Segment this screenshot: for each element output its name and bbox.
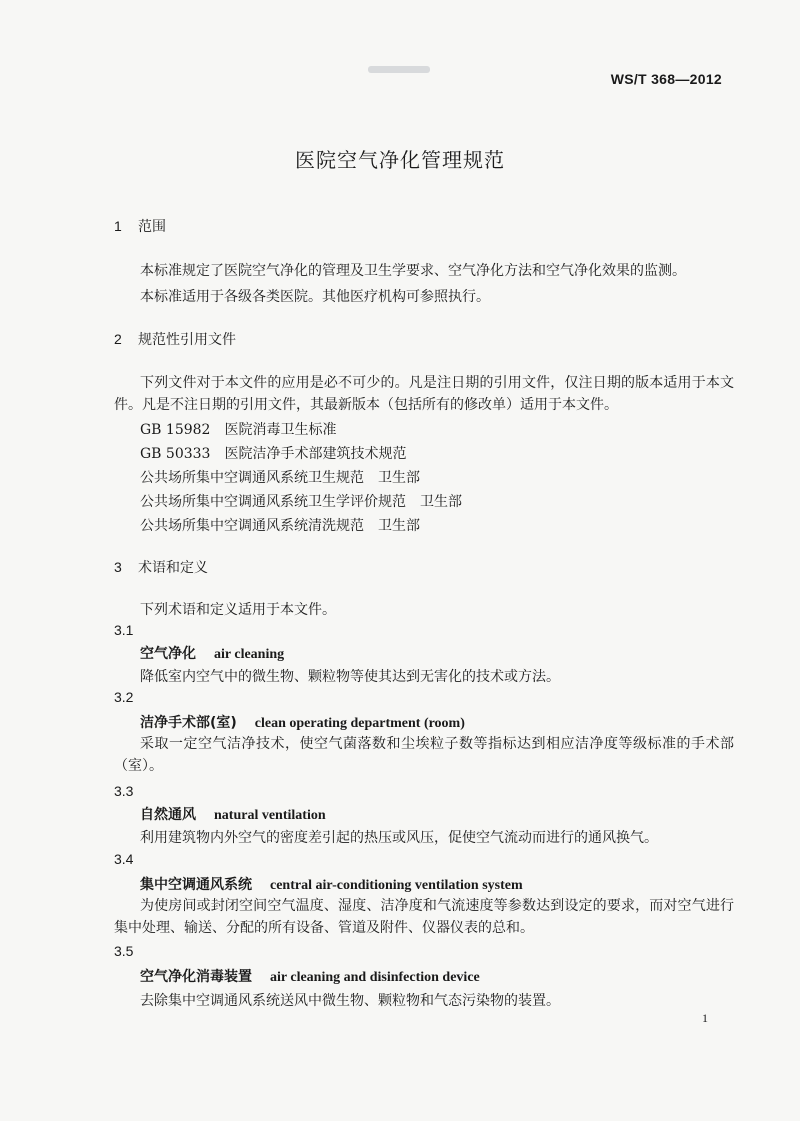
term-en: air cleaning and disinfection device: [270, 970, 480, 985]
paragraph: 下列文件对于本文件的应用是必不可少的。凡是注日期的引用文件，仅注日期的版本适用于本文件。凡是不注日期的引用文件，其最新版本（包括所有的修改单）适用于本文件。: [114, 375, 734, 413]
section-heading-1: [114, 216, 166, 236]
section-number: 2: [114, 331, 122, 347]
reference-item: 公共场所集中空调通风系统清洗规范 卫生部: [140, 518, 420, 534]
page-number: 1: [702, 1011, 708, 1025]
term-en: air cleaning: [214, 647, 285, 662]
term-definition: 降低室内空气中的微生物、颗粒物等使其达到无害化的技术或方法。: [140, 669, 560, 685]
section-heading-3: [114, 557, 208, 577]
term-definition: 利用建筑物内外空气的密度差引起的热压或风压，促使空气流动而进行的通风换气。: [140, 830, 658, 846]
term-en: natural ventilation: [214, 808, 326, 823]
term-title: [140, 874, 523, 894]
paragraph: 本标准规定了医院空气净化的管理及卫生学要求、空气净化方法和空气净化效果的监测。: [140, 263, 686, 279]
term-definition: 为使房间或封闭空间空气温度、湿度、洁净度和气流速度等参数达到设定的要求，而对空气进行集中处理、输送、分配的所有设备、管道及附件、仪器仪表的总和。: [114, 898, 734, 936]
term-definition: 采取一定空气洁净技术，使空气菌落数和尘埃粒子数等指标达到相应洁净度等级标准的手术部（室）。: [114, 736, 734, 774]
term-title: [140, 804, 326, 824]
section-number: 1: [114, 218, 122, 234]
term-zh: 自然通风: [140, 807, 196, 823]
term-definition: 去除集中空调通风系统送风中微生物、颗粒物和气态污染物的装置。: [140, 993, 560, 1009]
section-title: 术语和定义: [138, 560, 208, 576]
reference-item: GB 50333 医院洁净手术部建筑技术规范: [140, 446, 407, 462]
reference-item: 公共场所集中空调通风系统卫生规范 卫生部: [140, 470, 420, 486]
reference-item: 公共场所集中空调通风系统卫生学评价规范 卫生部: [140, 494, 462, 510]
term-number: 3.5: [114, 943, 134, 959]
term-number: 3.1: [114, 622, 134, 638]
term-en: central air-conditioning ventilation system: [270, 878, 523, 893]
reference-item: GB 15982 医院消毒卫生标准: [140, 422, 337, 438]
paragraph: 本标准适用于各级各类医院。其他医疗机构可参照执行。: [140, 289, 490, 305]
document-title: 医院空气净化管理规范: [295, 148, 505, 172]
term-number: 3.4: [114, 851, 134, 867]
paragraph: 下列术语和定义适用于本文件。: [140, 602, 336, 618]
term-title: [140, 712, 465, 732]
section-title: 规范性引用文件: [138, 332, 236, 348]
section-number: 3: [114, 559, 122, 575]
term-en: clean operating department (room): [254, 716, 465, 731]
section-title: 范围: [138, 219, 166, 235]
standard-code: WS/T 368—2012: [610, 71, 722, 87]
term-zh: 集中空调通风系统: [140, 877, 252, 893]
section-heading-2: [114, 329, 236, 349]
term-number: 3.2: [114, 689, 134, 705]
term-zh: 洁净手术部(室): [140, 715, 237, 731]
term-title: [140, 643, 284, 663]
scan-artifact: [368, 66, 430, 73]
term-zh: 空气净化消毒装置: [140, 969, 252, 985]
term-number: 3.3: [114, 783, 134, 799]
term-title: [140, 966, 480, 986]
term-zh: 空气净化: [140, 646, 196, 662]
